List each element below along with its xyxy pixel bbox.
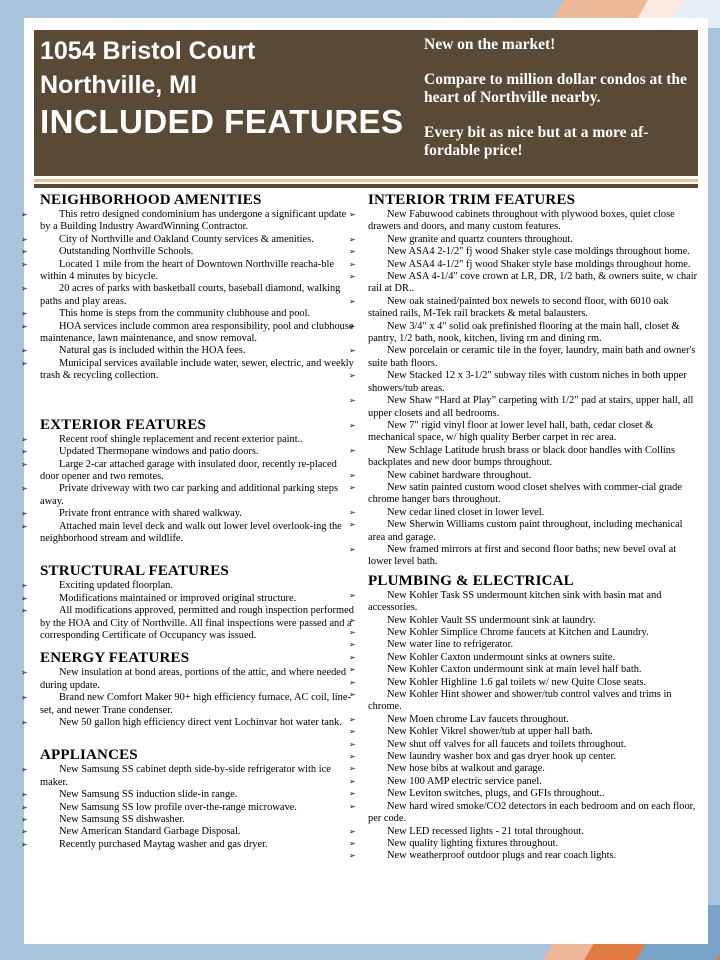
list-item: ➢ New Kohler Caxton undermount sink at main level half bath. bbox=[368, 664, 698, 676]
list-item: ➢ Modifications maintained or improved original structure. bbox=[40, 593, 354, 605]
neighborhood-list bbox=[40, 209, 354, 383]
address-line-1: 1054 Bristol Court bbox=[40, 37, 256, 65]
list-item: ➢ Updated Thermopane windows and patio doors. bbox=[40, 446, 354, 458]
list-item: ➢ This home is steps from the community clubhouse and pool. bbox=[40, 308, 354, 320]
list-item: ➢ New framed mirrors at first and second floor baths; new bevel oval at lower level bath. bbox=[368, 544, 698, 569]
list-item: ➢ New 3/4" x 4" solid oak prefinished flooring at the main hall, closet & pantry, 1/2 bath, nook, kitchen, living rm and dining rm. bbox=[368, 321, 698, 346]
interior-list bbox=[368, 209, 698, 569]
header-divider-light bbox=[34, 179, 698, 182]
list-item: ➢ All modifications approved, permitted and rough inspection performed by the HOA and City of Northville. All final inspections were passed and a corresponding Certificate of Occupancy was issued. bbox=[40, 605, 354, 642]
left-column bbox=[40, 192, 354, 851]
list-item: ➢ New Schlage Latitude brush brass or black door handles with Collins backplates and new door bumps throughout. bbox=[368, 445, 698, 470]
page-heading: INCLUDED FEATURES bbox=[40, 103, 404, 140]
list-item: ➢ New laundry washer box and gas dryer hook up center. bbox=[368, 751, 698, 763]
list-item: ➢ New Kohler Hint shower and shower/tub control valves and trims in chrome. bbox=[368, 689, 698, 714]
section-title-exterior: EXTERIOR FEATURES bbox=[40, 416, 207, 433]
header-banner bbox=[34, 30, 698, 176]
list-item: ➢ New satin painted custom wood closet shelves with commer-cial grade chrome hanger bars throughout. bbox=[368, 482, 698, 507]
list-item: ➢ New Leviton switches, plugs, and GFIs throughout.. bbox=[368, 788, 698, 800]
list-item: ➢ New insulation at bond areas, portions of the attic, and where needed during update. bbox=[40, 667, 354, 692]
list-item: ➢ New Samsung SS dishwasher. bbox=[40, 814, 354, 826]
tagline: New on the market! bbox=[424, 36, 556, 53]
list-item: ➢ New water line to refrigerator. bbox=[368, 639, 698, 651]
list-item: ➢ New American Standard Garbage Disposal. bbox=[40, 826, 354, 838]
list-item: ➢ Private driveway with two car parking and additional parking steps away. bbox=[40, 483, 354, 508]
list-item: ➢ New ASA 4-1/4" cove crown at LR, DR, 1/2 bath, & owners suite, w chair rail at DR.. bbox=[368, 271, 698, 296]
list-item: ➢ Outstanding Northville Schools. bbox=[40, 246, 354, 258]
list-item: ➢ Private front entrance with shared walkway. bbox=[40, 508, 354, 520]
list-item: ➢ New quality lighting fixtures throughout. bbox=[368, 838, 698, 850]
list-item: ➢ New Samsung SS cabinet depth side-by-side refrigerator with ice maker. bbox=[40, 764, 354, 789]
header-title-block bbox=[40, 34, 404, 142]
exterior-list bbox=[40, 434, 354, 546]
address-line-2: Northville, MI bbox=[40, 71, 197, 99]
list-item: ➢ New hose bibs at walkout and garage. bbox=[368, 763, 698, 775]
list-item: ➢ New Stacked 12 x 3-1/2" subway tiles with custom niches in both upper showers/tub areas. bbox=[368, 370, 698, 395]
list-item: ➢ New Moen chrome Lav faucets throughout. bbox=[368, 714, 698, 726]
list-item: ➢ New 7" rigid vinyl floor at lower level hall, bath, cedar closet & mechanical space, w/ high quality Berber carpet in rec area. bbox=[368, 420, 698, 445]
list-item: ➢ New porcelain or ceramic tile in the foyer, laundry, main bath and owner's suite bath floors. bbox=[368, 345, 698, 370]
section-title-appliances: APPLIANCES bbox=[40, 747, 138, 764]
tagline: Every bit as nice but at a more af-fordable price! bbox=[424, 124, 649, 159]
list-item: ➢ New 50 gallon high efficiency direct vent Lochinvar hot water tank. bbox=[40, 717, 354, 729]
list-item: ➢ This retro designed condominium has undergone a significant update by a Building Industry AwardWinning Contractor. bbox=[40, 209, 354, 234]
list-item: ➢ New oak stained/painted box newels to second floor, with 6010 oak stained rails, M-Tek rail brackets & metal balausters. bbox=[368, 296, 698, 321]
plumbing-list bbox=[368, 590, 698, 863]
list-item: ➢ 20 acres of parks with basketball courts, baseball diamond, walking paths and play areas. bbox=[40, 283, 354, 308]
list-item: ➢ Large 2-car attached garage with insulated door, recently re-placed door opener and two remotes. bbox=[40, 459, 354, 484]
header-divider-dark bbox=[34, 184, 698, 188]
list-item: ➢ New Fabuwood cabinets throughout with plywood boxes, quiet close drawers and doors, and many custom features. bbox=[368, 209, 698, 234]
list-item: ➢ New Kohler Caxton undermount sinks at owners suite. bbox=[368, 652, 698, 664]
list-item: ➢ New LED recessed lights - 21 total throughout. bbox=[368, 826, 698, 838]
list-item: ➢ HOA services include common area responsibility, pool and clubhouse maintenance, lawn maintenance, and snow removal. bbox=[40, 321, 354, 346]
document-page bbox=[24, 18, 708, 944]
section-title-interior: INTERIOR TRIM FEATURES bbox=[368, 192, 576, 208]
list-item: ➢ Located 1 mile from the heart of Downtown Northville reacha-ble within 4 minutes by bicycle. bbox=[40, 259, 354, 284]
energy-list bbox=[40, 667, 354, 729]
list-item: ➢ New hard wired smoke/CO2 detectors in each bedroom and on each floor, per code. bbox=[368, 801, 698, 826]
list-item: ➢ New Samsung SS induction slide-in range. bbox=[40, 789, 354, 801]
list-item: ➢ Recent roof shingle replacement and recent exterior paint.. bbox=[40, 434, 354, 446]
list-item: ➢ New Kohler Vikrel shower/tub at upper hall bath. bbox=[368, 726, 698, 738]
list-item: ➢ New cabinet hardware throughout. bbox=[368, 470, 698, 482]
list-item: ➢ Municipal services available include water, sewer, electric, and weekly trash & recycling collection. bbox=[40, 358, 354, 383]
list-item: ➢ Attached main level deck and walk out lower level overlook-ing the neighborhood stream and wildlife. bbox=[40, 521, 354, 546]
section-title-neighborhood: NEIGHBORHOOD AMENITIES bbox=[40, 192, 262, 208]
appliances-list bbox=[40, 764, 354, 851]
list-item: ➢ New Kohler Highline 1.6 gal toilets w/ new Quite Close seats. bbox=[368, 677, 698, 689]
list-item: ➢ New 100 AMP electric service panel. bbox=[368, 776, 698, 788]
list-item: ➢ New granite and quartz counters throughout. bbox=[368, 234, 698, 246]
list-item: ➢ New Kohler Simplice Chrome faucets at Kitchen and Laundry. bbox=[368, 627, 698, 639]
list-item: ➢ New Kohler Task SS undermount kitchen sink with basin mat and accessories. bbox=[368, 590, 698, 615]
section-title-energy: ENERGY FEATURES bbox=[40, 650, 190, 667]
right-column bbox=[368, 192, 698, 863]
list-item: ➢ City of Northville and Oakland County services & amenities. bbox=[40, 234, 354, 246]
structural-list bbox=[40, 580, 354, 642]
list-item: ➢ Recently purchased Maytag washer and gas dryer. bbox=[40, 839, 354, 851]
list-item: ➢ New ASA4 4-1/2" fj wood Shaker style base moldings throughout home. bbox=[368, 259, 698, 271]
list-item: ➢ Exciting updated floorplan. bbox=[40, 580, 354, 592]
list-item: ➢ New ASA4 2-1/2" fj wood Shaker style case moldings throughout home. bbox=[368, 246, 698, 258]
list-item: ➢ New shut off valves for all faucets and toilets throughout. bbox=[368, 739, 698, 751]
list-item: ➢ New weatherproof outdoor plugs and rear coach lights. bbox=[368, 850, 698, 862]
list-item: ➢ New Kohler Vault SS undermount sink at laundry. bbox=[368, 615, 698, 627]
section-title-structural: STRUCTURAL FEATURES bbox=[40, 563, 229, 580]
list-item: ➢ New Samsung SS low profile over-the-range microwave. bbox=[40, 802, 354, 814]
list-item: ➢ New cedar lined closet in lower level. bbox=[368, 507, 698, 519]
list-item: ➢ New Sherwin Williams custom paint throughout, including mechanical area and garage. bbox=[368, 519, 698, 544]
tagline: Compare to million dollar condos at the heart of Northville nearby. bbox=[424, 71, 687, 106]
section-title-plumbing: PLUMBING & ELECTRICAL bbox=[368, 572, 574, 589]
list-item: ➢ New Shaw “Hard at Play” carpeting with 1/2" pad at stairs, upper hall, all upper closets and all bedrooms. bbox=[368, 395, 698, 420]
header-taglines bbox=[424, 36, 694, 177]
list-item: ➢ Natural gas is included within the HOA fees. bbox=[40, 345, 354, 357]
list-item: ➢ Brand new Comfort Maker 90+ high efficiency furnace, AC coil, line-set, and newer Trane condenser. bbox=[40, 692, 354, 717]
